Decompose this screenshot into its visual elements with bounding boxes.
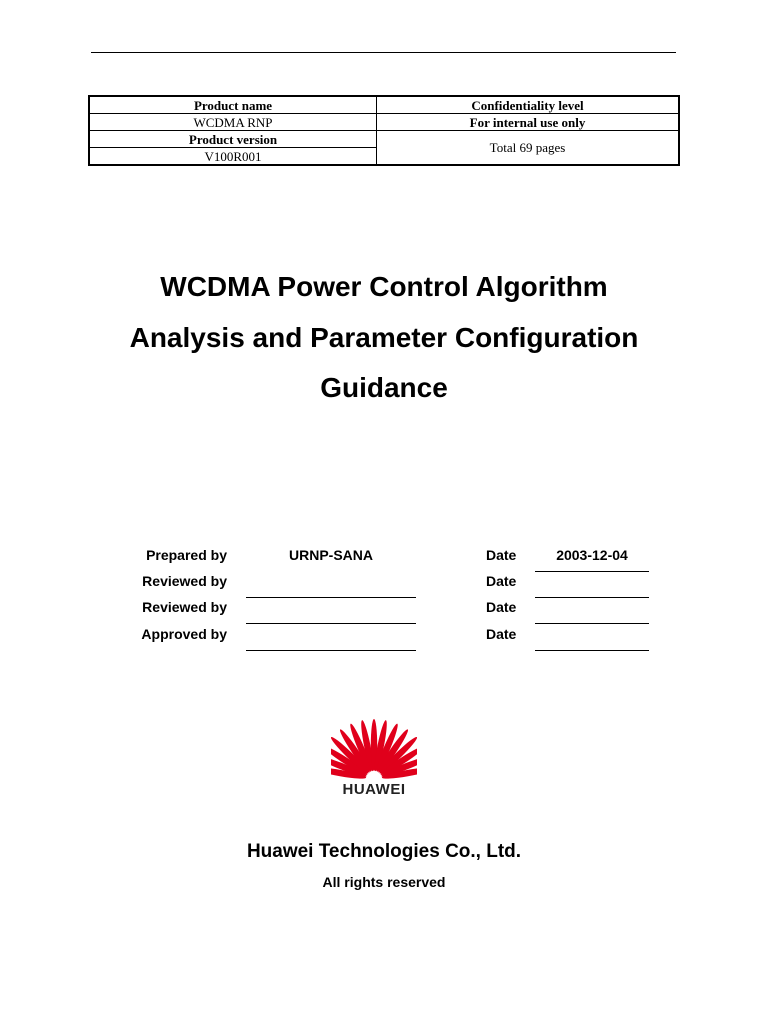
approved-date-field xyxy=(535,624,649,651)
product-name-value: WCDMA RNP xyxy=(89,114,377,131)
reviewed-by-label: Reviewed by xyxy=(142,573,227,589)
product-name-label: Product name xyxy=(89,96,377,114)
prepared-date-value: 2003-12-04 xyxy=(556,547,628,563)
header-rule xyxy=(91,52,676,53)
signoff-row-reviewed-2 xyxy=(0,597,768,623)
date-label: Date xyxy=(486,599,517,615)
date-label: Date xyxy=(486,547,517,563)
logo-wordmark: HUAWEI xyxy=(342,781,406,798)
reviewed-date-field xyxy=(535,597,649,624)
prepared-by-value: URNP-SANA xyxy=(289,547,373,563)
rights-notice: All rights reserved xyxy=(322,874,446,890)
signoff-block xyxy=(0,545,768,665)
huawei-petals-icon xyxy=(331,717,417,781)
signoff-row-prepared xyxy=(0,545,768,571)
product-version-value: V100R001 xyxy=(89,148,377,166)
table-row xyxy=(89,114,679,131)
table-row xyxy=(89,131,679,148)
reviewed-date-field xyxy=(535,571,649,598)
date-label: Date xyxy=(486,626,517,642)
confidentiality-label: Confidentiality level xyxy=(377,96,680,114)
signoff-row-approved xyxy=(0,624,768,650)
product-version-label: Product version xyxy=(89,131,377,148)
prepared-by-label: Prepared by xyxy=(146,547,227,563)
signoff-row-reviewed-1 xyxy=(0,571,768,597)
title-line-2: Analysis and Parameter Configuration xyxy=(129,321,639,353)
document-title xyxy=(0,262,768,414)
approved-by-field xyxy=(246,624,416,651)
reviewed-by-field xyxy=(246,597,416,624)
prepared-date-field xyxy=(535,545,649,572)
document-info-table xyxy=(88,95,680,166)
title-line-1: WCDMA Power Control Algorithm xyxy=(160,271,608,302)
reviewed-by-label: Reviewed by xyxy=(142,599,227,615)
reviewed-by-field xyxy=(246,571,416,598)
prepared-by-field xyxy=(246,545,416,571)
title-line-3: Guidance xyxy=(320,372,448,403)
table-row xyxy=(89,96,679,114)
date-label: Date xyxy=(486,573,517,589)
confidentiality-value: For internal use only xyxy=(377,114,680,131)
huawei-logo xyxy=(331,717,417,809)
company-name: Huawei Technologies Co., Ltd. xyxy=(246,841,522,862)
approved-by-label: Approved by xyxy=(141,626,227,642)
total-pages: Total 69 pages xyxy=(377,131,680,166)
